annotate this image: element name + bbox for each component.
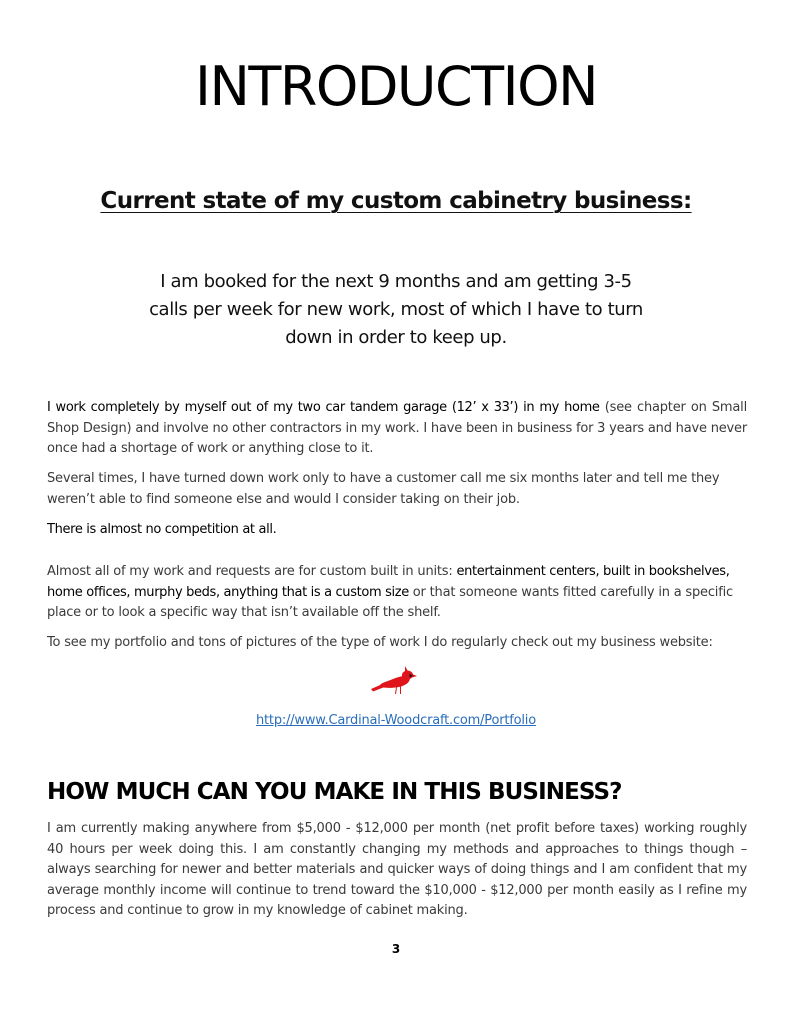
paragraph-work-types-emphasis: entertainment centers, built in bookshelves, home offices, murphy beds, anything that is a custom size	[47, 564, 730, 600]
page-number: 3	[391, 942, 401, 956]
portfolio-link-container	[0, 711, 792, 731]
paragraph-portfolio: To see my portfolio and tons of pictures of the type of work I do regularly check out my business website:	[47, 635, 713, 650]
paragraph-work-types-lead: Almost all of my work and requests are for custom built in units:	[47, 564, 457, 579]
section-subtitle	[0, 186, 792, 216]
paragraph-earnings: I am currently making anywhere from $5,000 - $12,000 per month (net profit before taxes) working roughly 40 hours per week doing this. I am constantly changing my methods and approaches to things though – always searching for newer and better materials and quicker ways of doing things and I am confident that my average monthly income will continue to trend toward the $10,000 - $12,000 per month easily as I refine my process and continue to grow in my knowledge of cabinet making.	[47, 821, 747, 918]
portfolio-link[interactable]: http://www.Cardinal-Woodcraft.com/Portfolio	[256, 713, 536, 728]
section-heading-earnings: HOW MUCH CAN YOU MAKE IN THIS BUSINESS?	[47, 779, 622, 805]
paragraph-work-types-rest: or that someone wants fitted carefully in a specific place or to look a specific way that isn’t available off the shelf.	[47, 584, 733, 620]
paragraph-work-types	[47, 562, 747, 624]
callout-text: I am booked for the next 9 months and am getting 3-5 calls per week for new work, most of which I have to turn down in order to keep up.	[149, 271, 643, 348]
page-title: INTRODUCTION	[195, 55, 597, 118]
paragraph-workshop-rest: (see chapter on Small Shop Design) and involve no other contractors in my work. I have been in business for 3 years and have never once had a shortage of work or anything close to it.	[47, 400, 747, 456]
paragraph-workshop	[47, 398, 747, 460]
paragraph-turned-down: Several times, I have turned down work only to have a customer call me six months later and tell me they weren’t able to find someone else and would I consider taking on their job.	[47, 471, 720, 507]
cardinal-bird-icon	[369, 664, 421, 702]
paragraph-workshop-emphasis: I work completely by myself out of my two car tandem garage (12’ x 33’) in my home	[47, 400, 600, 415]
section-subtitle-text: Current state of my custom cabinetry business:	[100, 188, 692, 214]
paragraph-competition: There is almost no competition at all.	[47, 522, 277, 537]
